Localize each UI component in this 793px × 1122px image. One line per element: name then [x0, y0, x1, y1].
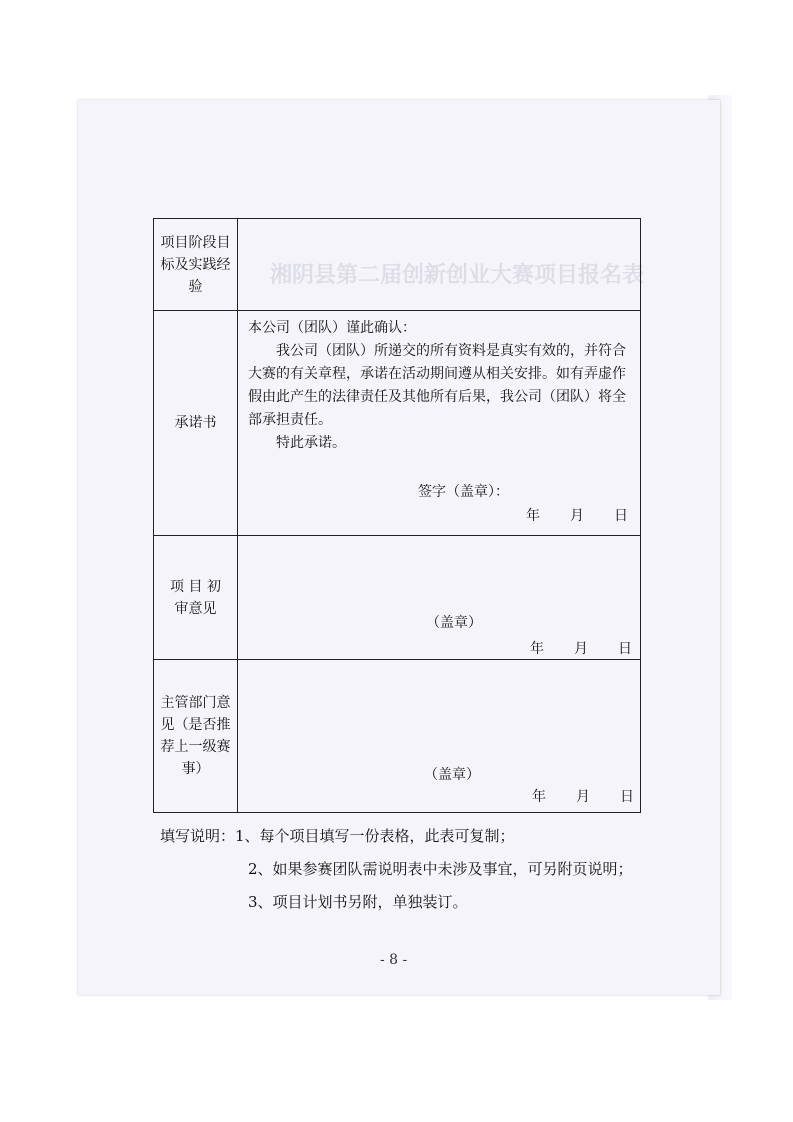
label-stage-goals: 项目阶段目标及实践经验 [154, 219, 238, 311]
row-stage-goals [154, 219, 641, 311]
commitment-content [238, 311, 641, 536]
commitment-closing: 特此承诺。 [276, 435, 346, 451]
row-initial-review [154, 536, 641, 660]
instructions-heading: 填写说明： [160, 827, 236, 845]
date-commitment: 年 月 日 [526, 508, 628, 524]
instruction-3: 3、项目计划书另附，单独装订。 [248, 893, 468, 911]
initial-review-field[interactable] [238, 536, 641, 660]
stage-goals-field[interactable] [238, 219, 641, 311]
label-authority-opinion: 主管部门意见（是否推荐上一级赛事） [154, 660, 238, 813]
filling-instructions [160, 820, 633, 919]
commitment-intro: 本公司（团队）谨此确认： [248, 320, 416, 336]
instruction-2: 2、如果参赛团队需说明表中未涉及事宜，可另附页说明； [248, 860, 633, 878]
date-authority: 年 月 日 [532, 789, 634, 805]
date-review: 年 月 日 [530, 641, 632, 657]
commitment-text: 我公司（团队）所递交的所有资料是真实有效的，并符合大赛的有关章程，承诺在活动期间遵从相关安排。如有弄虚作假由此产生的法律责任及其他所有后果，我公司（团队）将全部承担责任。 [248, 343, 626, 428]
application-form-table [153, 218, 641, 813]
signature-label: 签字（盖章）： [418, 484, 509, 500]
authority-opinion-field[interactable] [238, 660, 641, 813]
row-commitment [154, 311, 641, 536]
row-authority-opinion [154, 660, 641, 813]
instruction-1: 填写说明：1、每个项目填写一份表格，此表可复制； [160, 827, 515, 845]
label-commitment: 承诺书 [154, 311, 238, 536]
page-number: - 8 - [380, 952, 408, 968]
seal-label-review: （盖章） [426, 615, 482, 631]
seal-label-authority: （盖章） [424, 767, 480, 783]
label-initial-review: 项 目 初审意见 [154, 536, 238, 660]
